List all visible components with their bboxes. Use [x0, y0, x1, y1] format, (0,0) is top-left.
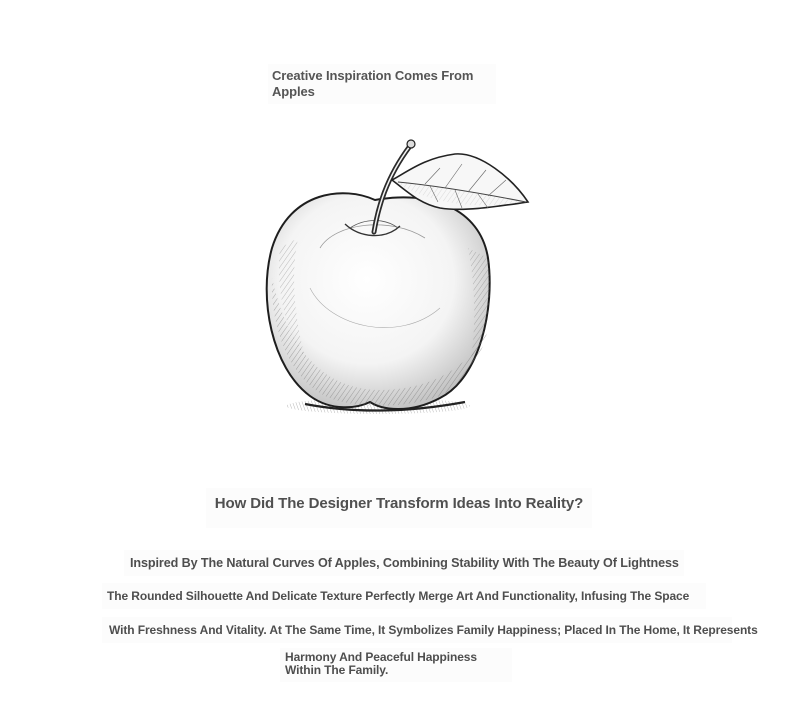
- body-text-line-3: With Freshness And Vitality. At The Same Time, It Symbolizes Family Happiness; Placed In The Home, It Represents: [102, 617, 732, 643]
- body-text-line-1: Inspired By The Natural Curves Of Apples, Combining Stability With The Beauty Of Lightness: [124, 550, 684, 576]
- body-text-line-2: The Rounded Silhouette And Delicate Texture Perfectly Merge Art And Functionality, Infusing The Space: [102, 583, 706, 609]
- body-text-line-4: Harmony And Peaceful Happiness Within The Family.: [280, 648, 512, 682]
- apple-sketch-illustration: [250, 128, 540, 424]
- inspiration-title: Creative Inspiration Comes From Apples: [268, 64, 496, 104]
- section-heading: How Did The Designer Transform Ideas Into Reality?: [206, 488, 592, 528]
